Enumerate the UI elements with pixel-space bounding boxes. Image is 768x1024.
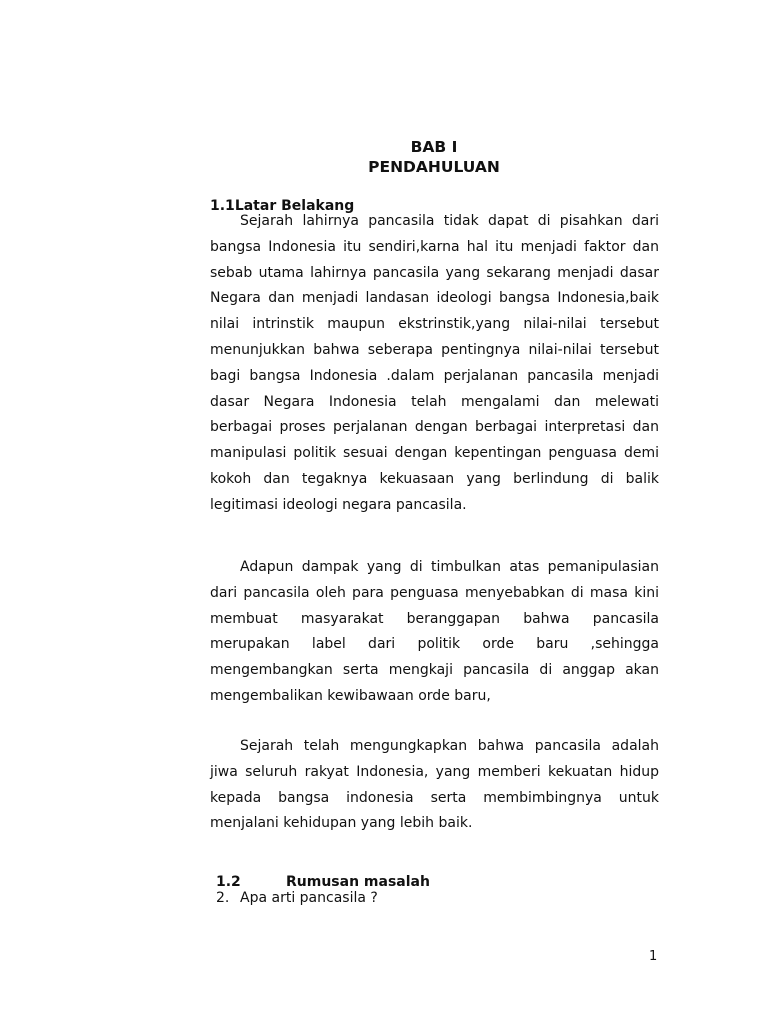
section-title: Rumusan masalah	[286, 874, 430, 890]
paragraph-2: Adapun dampak yang di timbulkan atas pemanipulasian dari pancasila oleh para penguasa menyebabkan di masa kini membuat masyarakat beranggapan bahwa pancasila merupakan label dari politik orde baru ,sehingga mengembangkan serta mengkaji pancasila di anggap akan mengembalikan kewibawaan orde baru,	[210, 559, 659, 704]
section-heading-1-2	[216, 874, 430, 890]
paragraph-3: Sejarah telah mengungkapkan bahwa pancasila adalah jiwa seluruh rakyat Indonesia, yang memberi kekuatan hidup kepada bangsa indonesia serta membimbingnya untuk menjalani kehidupan yang lebih baik.	[210, 738, 659, 832]
section-number: 1.2	[216, 874, 241, 890]
paragraph-1: Sejarah lahirnya pancasila tidak dapat di pisahkan dari bangsa Indonesia itu sendiri,karna hal itu menjadi faktor dan sebab utama lahirnya pancasila yang sekarang menjadi dasar Negara dan menjadi landasan ideologi bangsa Indonesia,baik nilai intrinstik maupun ekstrinstik,yang nilai-nilai tersebut menunjukkan bahwa seberapa pentingnya nilai-nilai tersebut bagi bangsa Indonesia .dalam perjalanan pancasila menjadi dasar Negara Indonesia telah mengalami dan melewati berbagai proses perjalanan dengan berbagai interpretasi dan manipulasi politik sesuai dengan kepentingan penguasa demi kokoh dan tegaknya kekuasaan yang berlindung di balik legitimasi ideologi negara pancasila.	[210, 213, 659, 513]
section-number: 1.1	[210, 198, 235, 214]
chapter-title: PENDAHULUAN	[368, 158, 500, 176]
section-title: Latar Belakang	[234, 198, 355, 214]
list-marker: 2.	[216, 890, 230, 906]
list-item-text: Apa arti pancasila ?	[240, 890, 378, 906]
page-number: 1	[649, 949, 658, 964]
list-item	[216, 890, 378, 906]
chapter-number: BAB I	[410, 138, 458, 156]
